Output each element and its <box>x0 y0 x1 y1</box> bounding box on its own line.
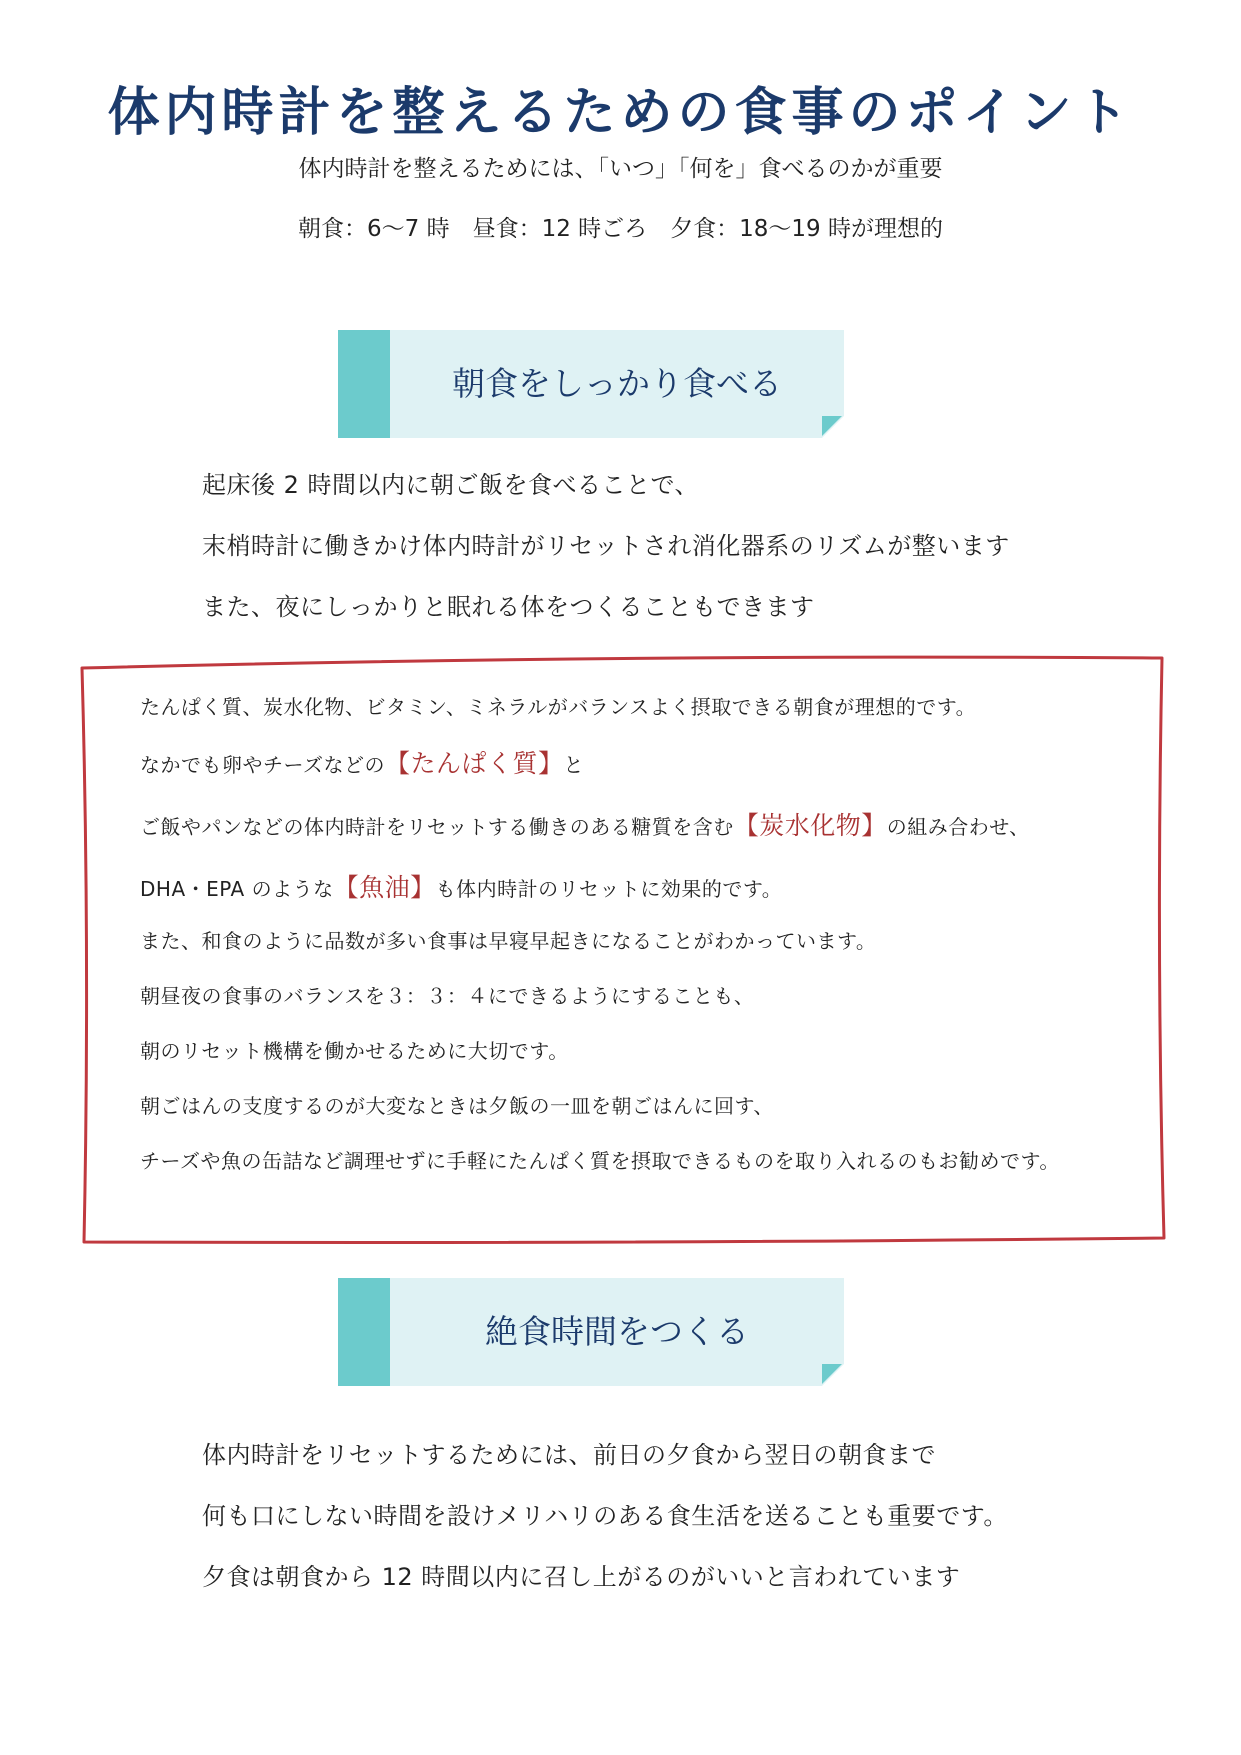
paragraph-line: 体内時計をリセットするためには、前日の夕食から翌日の朝食まで <box>202 1441 937 1469</box>
header-accent-bar <box>338 330 390 438</box>
highlight-protein: 【たんぱく質】 <box>385 749 564 778</box>
box-line: DHA・EPA のような【魚油】も体内時計のリセットに効果的です。 <box>140 873 783 902</box>
meal-times: 朝食：6〜7 時 昼食：12 時ごろ 夕食：18〜19 時が理想的 <box>298 216 943 242</box>
folded-corner-flap <box>822 416 842 436</box>
section-heading: 絶食時間をつくる <box>485 1312 749 1351</box>
box-line: 朝のリセット機構を働かせるために大切です。 <box>140 1039 569 1063</box>
box-line: また、和食のように品数が多い食事は早寝早起きになることがわかっています。 <box>140 929 877 953</box>
box-line: ご飯やパンなどの体内時計をリセットする働きのある糖質を含む【炭水化物】の組み合わせ、 <box>140 811 1030 840</box>
section-header-fasting <box>338 1278 844 1386</box>
box-line: 朝ごはんの支度するのが大変なときは夕飯の一皿を朝ごはんに回す、 <box>140 1094 774 1118</box>
section-heading: 朝食をしっかり食べる <box>452 364 782 403</box>
paragraph-line: 起床後 2 時間以内に朝ご飯を食べることで、 <box>202 471 700 499</box>
highlight-carbohydrate: 【炭水化物】 <box>733 811 887 840</box>
paragraph-line: 末梢時計に働きかけ体内時計がリセットされ消化器系のリズムが整います <box>202 532 1010 560</box>
page-title: 体内時計を整えるための食事のポイント <box>107 83 1134 143</box>
info-box-text <box>140 690 1160 1178</box>
box-line: 朝昼夜の食事のバランスを３：３：４にできるようにすることも、 <box>140 984 755 1008</box>
highlight-fish-oil: 【魚油】 <box>333 873 436 902</box>
fasting-paragraph <box>202 1425 1162 1608</box>
box-line: チーズや魚の缶詰など調理せずに手軽にたんぱく質を摂取できるものを取り入れるのもお勧めです。 <box>140 1149 1060 1173</box>
paragraph-line: 夕食は朝食から 12 時間以内に召し上がるのがいいと言われています <box>202 1563 961 1591</box>
paragraph-line: 何も口にしない時間を設けメリハリのある食生活を送ることも重要です。 <box>202 1502 1008 1530</box>
box-line: たんぱく質、炭水化物、ビタミン、ミネラルがバランスよく摂取できる朝食が理想的です。 <box>140 695 977 719</box>
section-header-breakfast <box>338 330 844 438</box>
folded-corner-flap <box>822 1364 842 1384</box>
page-subtitle: 体内時計を整えるためには、「いつ」「何を」食べるのかが重要 <box>298 156 943 182</box>
header-accent-bar <box>338 1278 390 1386</box>
breakfast-paragraph <box>202 455 1162 638</box>
box-line: なかでも卵やチーズなどの【たんぱく質】と <box>140 749 585 778</box>
paragraph-line: また、夜にしっかりと眠れる体をつくることもできます <box>202 593 815 621</box>
